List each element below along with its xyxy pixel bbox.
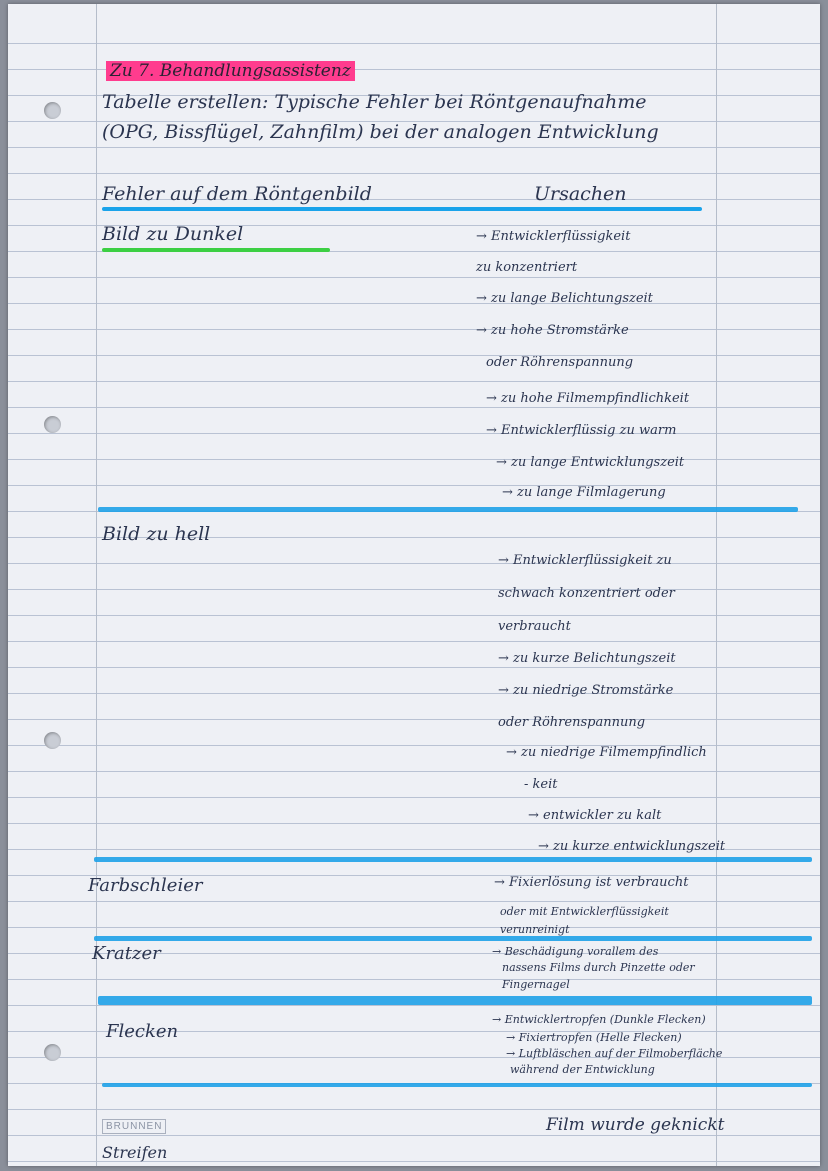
cause-line: → Entwicklerflüssigkeit zu (498, 553, 672, 568)
cause-line: verbraucht (498, 619, 571, 634)
cause-line: → Luftbläschen auf der Filmoberfläche (506, 1047, 723, 1060)
cause-line: → zu lange Filmlagerung (502, 485, 666, 500)
error-label: Streifen (102, 1143, 168, 1162)
row-divider (98, 996, 812, 1005)
cause-line: → entwickler zu kalt (528, 808, 662, 823)
error-label: Farbschleier (88, 875, 203, 896)
cause-line: - keit (524, 777, 558, 792)
cause-line: schwach konzentriert oder (498, 586, 675, 601)
row-divider (94, 857, 812, 862)
cause-line: → zu niedrige Filmempfindlich (506, 745, 707, 760)
cause-line: → Fixiertropfen (Helle Flecken) (506, 1031, 682, 1044)
error-label: Kratzer (92, 943, 161, 964)
header-underline (102, 207, 702, 211)
row-divider (102, 1083, 812, 1087)
cause-line: → zu kurze Belichtungszeit (498, 651, 676, 666)
cause-line: oder Röhrenspannung (486, 355, 634, 370)
punch-hole (44, 102, 61, 119)
notebook-page (8, 4, 820, 1166)
cause-line: verunreinigt (500, 923, 570, 936)
cause-line: → zu lange Belichtungszeit (476, 291, 653, 306)
cause-line: oder mit Entwicklerflüssigkeit (500, 905, 669, 918)
cause-line: Film wurde geknickt (546, 1115, 725, 1135)
punch-hole (44, 1044, 61, 1061)
cause-line: → Beschädigung vorallem des (492, 945, 659, 958)
row-divider (94, 936, 812, 941)
cause-line: → zu hohe Filmempfindlichkeit (486, 391, 690, 406)
task-line-2: (OPG, Bissflügel, Zahnfilm) bei der analogen Entwicklung (102, 121, 659, 143)
cause-line: → Entwicklerflüssig zu warm (486, 423, 677, 438)
notebook-brand-logo: BRUNNEN (102, 1119, 166, 1134)
cause-line: Fingernagel (502, 978, 570, 991)
cause-line: zu konzentriert (476, 260, 578, 275)
punch-hole (44, 732, 61, 749)
error-underline (102, 248, 330, 252)
cause-line: → zu lange Entwicklungszeit (496, 455, 685, 470)
cause-line: → Entwicklerflüssigkeit (476, 229, 631, 244)
cause-line: → Entwicklertropfen (Dunkle Flecken) (492, 1013, 706, 1026)
right-margin-line (716, 4, 717, 1166)
cause-line: oder Röhrenspannung (498, 715, 646, 730)
error-label: Flecken (106, 1021, 179, 1042)
cause-line: → Fixierlösung ist verbraucht (494, 875, 689, 890)
error-label: Bild zu hell (102, 523, 211, 545)
row-divider (98, 507, 798, 512)
page-title: Zu 7. Behandlungsassistenz (106, 62, 355, 81)
cause-line: → zu hohe Stromstärke (476, 323, 629, 338)
left-margin-line (96, 4, 97, 1166)
column-header-errors: Fehler auf dem Röntgenbild (102, 183, 372, 205)
column-header-causes: Ursachen (534, 183, 627, 205)
punch-hole (44, 416, 61, 433)
cause-line: während der Entwicklung (510, 1063, 655, 1076)
cause-line: nassens Films durch Pinzette oder (502, 961, 695, 974)
cause-line: → zu niedrige Stromstärke (498, 683, 674, 698)
error-label: Bild zu Dunkel (102, 223, 244, 245)
cause-line: → zu kurze entwicklungszeit (538, 839, 726, 854)
task-line-1: Tabelle erstellen: Typische Fehler bei Röntgenaufnahme (102, 91, 647, 113)
